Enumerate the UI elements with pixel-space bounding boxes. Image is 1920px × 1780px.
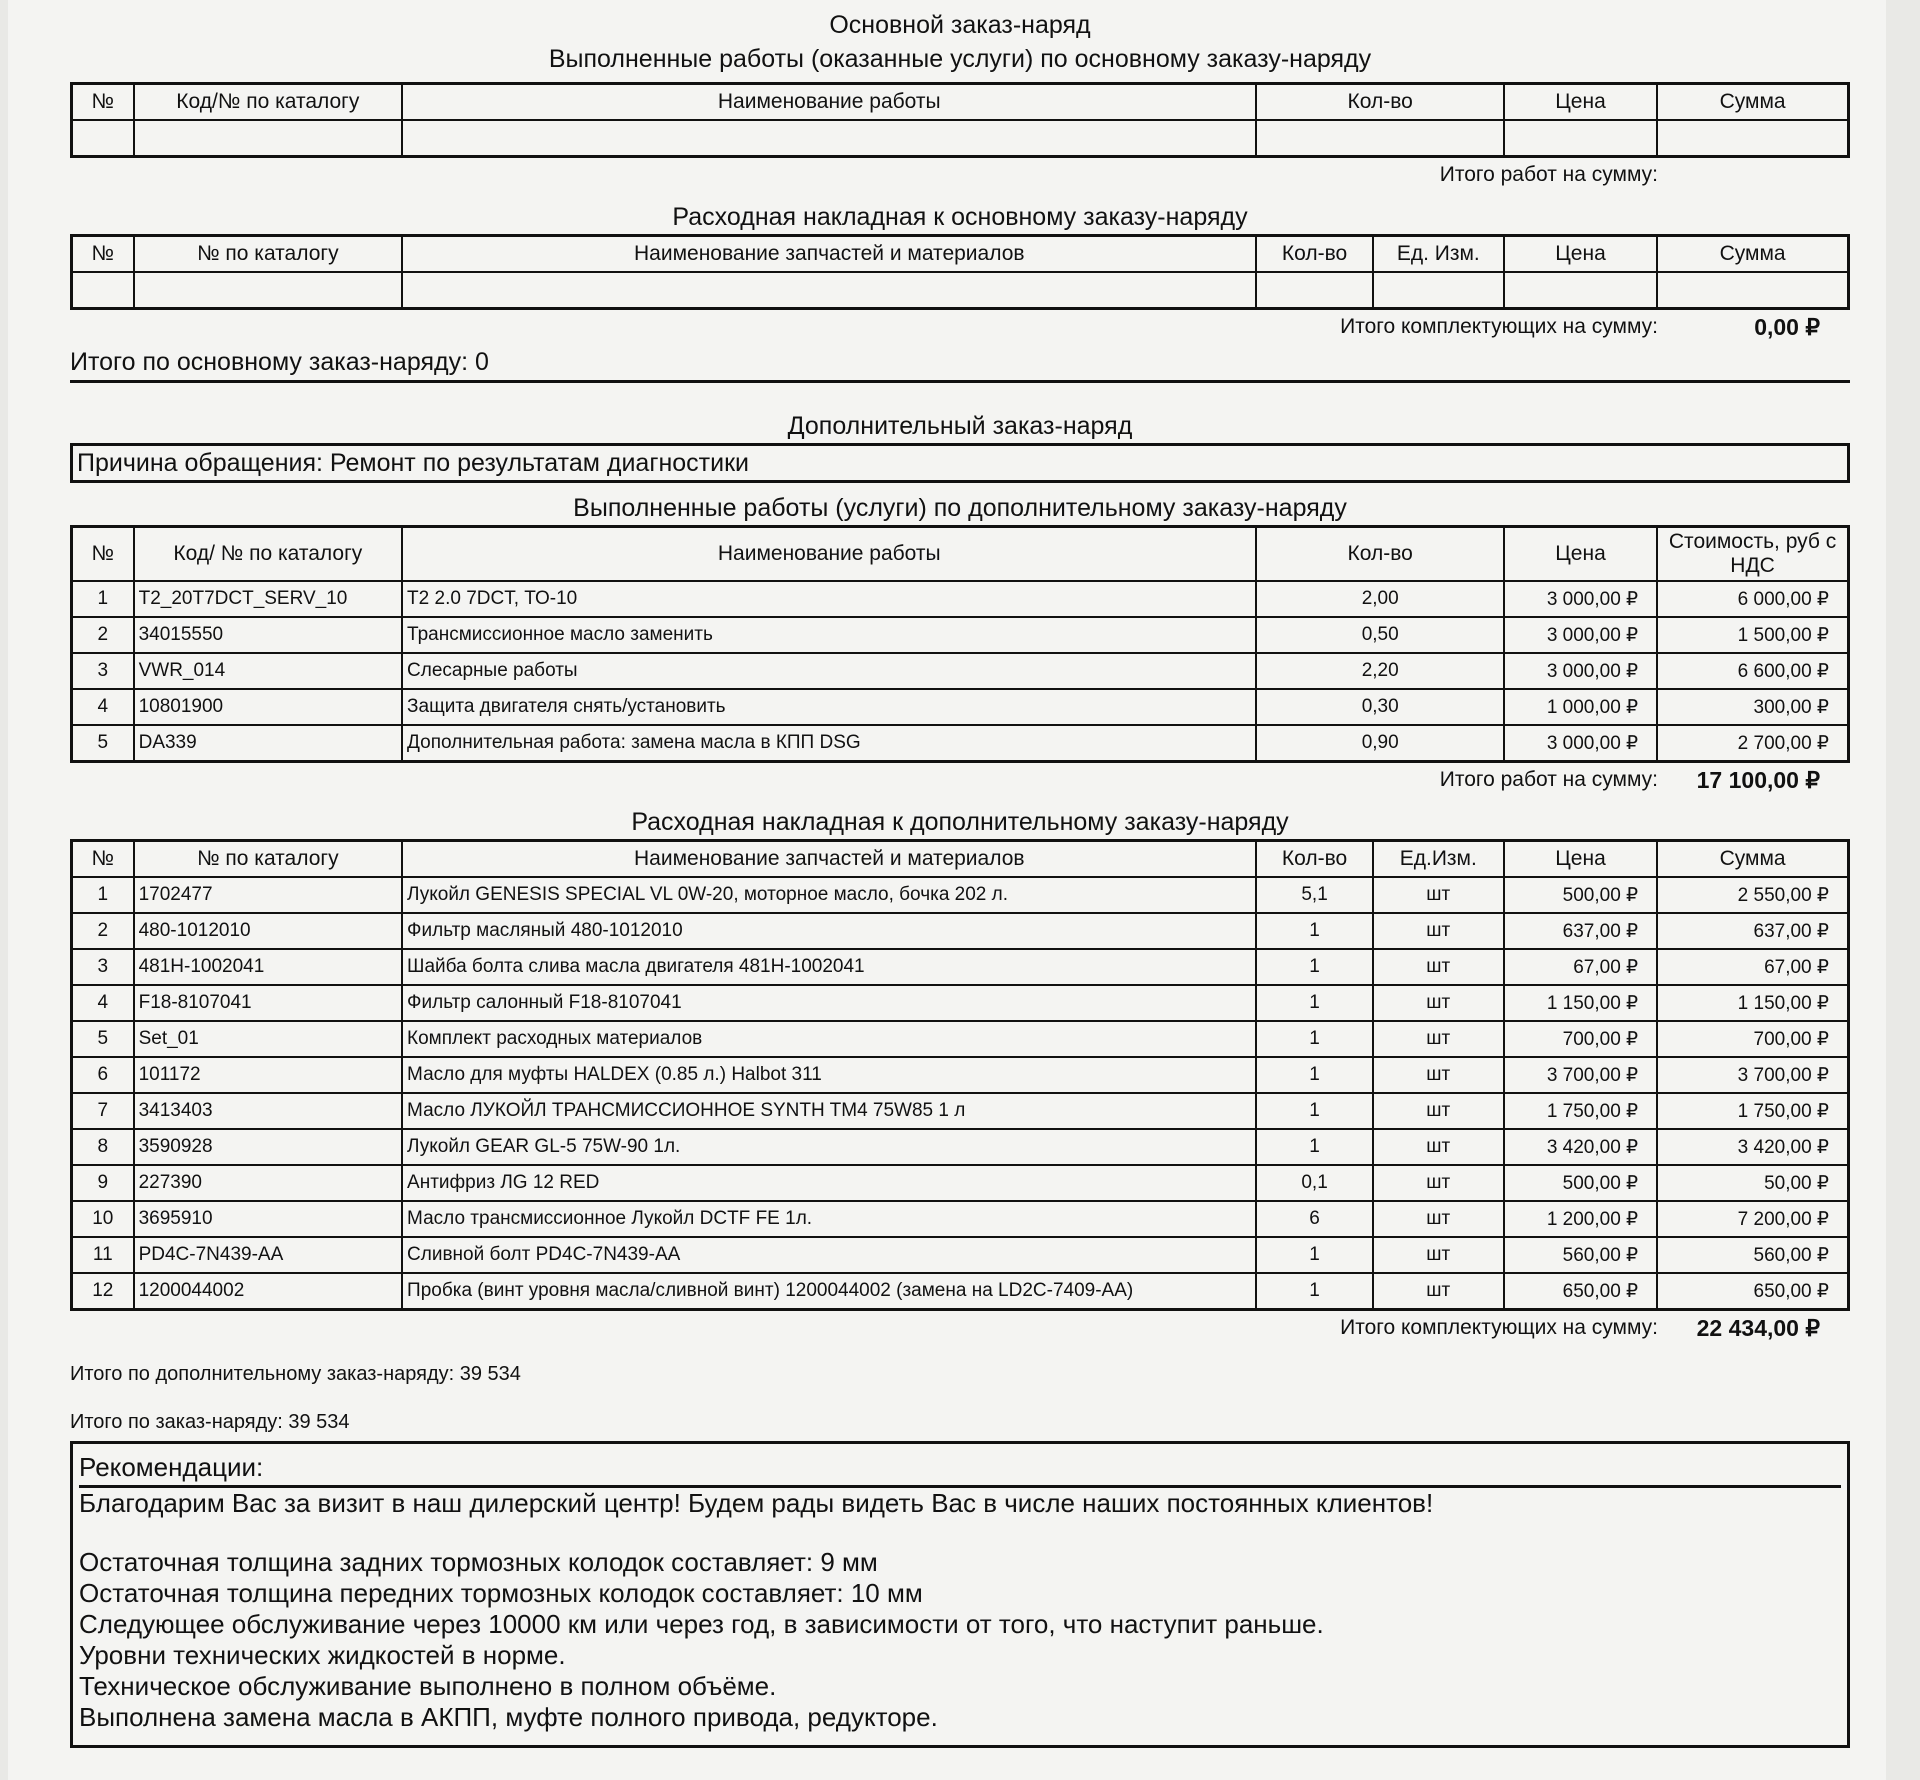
col-header: Ед.Изм. [1373, 841, 1504, 878]
main-works-table [70, 82, 1850, 158]
table-cell: Слесарные работы [402, 653, 1256, 689]
table-cell: DA339 [134, 725, 402, 762]
col-header: Код/№ по каталогу [134, 84, 402, 121]
total-value: 17 100,00 ₽ [1696, 767, 1820, 793]
table-cell: 1 [1256, 1273, 1372, 1310]
main-parts-title: Расходная накладная к основному заказу-наряду [672, 203, 1248, 231]
col-header: Стоимость, руб с НДС [1657, 527, 1848, 582]
table-cell: 5 [72, 725, 134, 762]
grand-total: Итого по заказ-наряду: 39 534 [70, 1411, 350, 1433]
table-cell: шт [1373, 1057, 1504, 1093]
table-row [72, 1057, 1849, 1093]
total-value: 22 434,00 ₽ [1696, 1315, 1820, 1341]
table-cell: 560,00 ₽ [1657, 1237, 1848, 1273]
table-cell: шт [1373, 877, 1504, 913]
table-row [72, 725, 1849, 762]
table-cell: 1 [1256, 1093, 1372, 1129]
table-cell: 4 [72, 985, 134, 1021]
table-cell: T2 2.0 7DCT, ТО-10 [402, 581, 1256, 617]
table-cell: 6 600,00 ₽ [1657, 653, 1848, 689]
table-cell: Трансмиссионное масло заменить [402, 617, 1256, 653]
table-header-row [72, 84, 1849, 121]
table-cell: 3590928 [134, 1129, 402, 1165]
col-header: Цена [1504, 527, 1657, 582]
table-cell: VWR_014 [134, 653, 402, 689]
col-header: Кол-во [1256, 841, 1372, 878]
table-cell: 1 200,00 ₽ [1504, 1201, 1657, 1237]
col-header: Кол-во [1256, 84, 1503, 121]
table-cell: 637,00 ₽ [1504, 913, 1657, 949]
col-header: Сумма [1657, 841, 1848, 878]
table-cell: PD4C-7N439-AA [134, 1237, 402, 1273]
table-cell: 1 150,00 ₽ [1504, 985, 1657, 1021]
total-label: Итого комплектующих на сумму: [1340, 315, 1658, 338]
table-cell: T2_20T7DCT_SERV_10 [134, 581, 402, 617]
table-cell: 1 [1256, 949, 1372, 985]
additional-works-table [70, 525, 1850, 763]
table-cell: 300,00 ₽ [1657, 689, 1848, 725]
table-cell: 101172 [134, 1057, 402, 1093]
table-cell: 0,1 [1256, 1165, 1372, 1201]
table-cell: 6 [1256, 1201, 1372, 1237]
table-cell: 3 420,00 ₽ [1657, 1129, 1848, 1165]
table-row [72, 1273, 1849, 1310]
reason-value: Ремонт по результатам диагностики [329, 449, 749, 477]
table-cell: Масло ЛУКОЙЛ ТРАНСМИССИОННОЕ SYNTH TM4 75W85 1 л [402, 1093, 1256, 1129]
table-cell: 637,00 ₽ [1657, 913, 1848, 949]
table-cell: Фильтр масляный 480-1012010 [402, 913, 1256, 949]
additional-works-title: Выполненные работы (услуги) по дополнительному заказу-наряду [573, 494, 1347, 522]
table-cell: 11 [72, 1237, 134, 1273]
table-cell: 5,1 [1256, 877, 1372, 913]
table-cell: 1 500,00 ₽ [1657, 617, 1848, 653]
main-parts-table [70, 234, 1850, 310]
recommendation-line: Остаточная толщина задних тормозных колодок составляет: 9 мм [79, 1547, 878, 1577]
table-cell: 2,00 [1256, 581, 1503, 617]
table-cell: 3 420,00 ₽ [1504, 1129, 1657, 1165]
table-cell: 3 000,00 ₽ [1504, 581, 1657, 617]
recommendation-line: Остаточная толщина передних тормозных колодок составляет: 10 мм [79, 1578, 923, 1608]
table-cell: 3 000,00 ₽ [1504, 617, 1657, 653]
table-row [72, 949, 1849, 985]
total-label: Итого комплектующих на сумму: [1340, 1316, 1658, 1339]
table-row [72, 689, 1849, 725]
table-cell: 2 550,00 ₽ [1657, 877, 1848, 913]
additional-parts-total [70, 1311, 1850, 1345]
table-cell: 8 [72, 1129, 134, 1165]
total-label: Итого работ на сумму: [1439, 163, 1658, 186]
table-cell: Защита двигателя снять/установить [402, 689, 1256, 725]
table-cell: 1 750,00 ₽ [1657, 1093, 1848, 1129]
table-cell: 500,00 ₽ [1504, 1165, 1657, 1201]
col-header: Ед. Изм. [1373, 236, 1504, 273]
table-cell: 3695910 [134, 1201, 402, 1237]
table-cell: 50,00 ₽ [1657, 1165, 1848, 1201]
table-cell: Пробка (винт уровня масла/сливной винт) 1200044002 (замена на LD2C-7409-AA) [402, 1273, 1256, 1310]
work-order-document [70, 0, 1850, 1748]
table-cell: шт [1373, 1201, 1504, 1237]
table-cell: 480-1012010 [134, 913, 402, 949]
table-cell: 7 200,00 ₽ [1657, 1201, 1848, 1237]
table-cell: шт [1373, 1237, 1504, 1273]
table-cell: 650,00 ₽ [1504, 1273, 1657, 1310]
main-works-total [70, 158, 1850, 192]
table-cell: 1 [72, 877, 134, 913]
table-cell: 2 700,00 ₽ [1657, 725, 1848, 762]
reason-box [70, 443, 1850, 483]
table-cell: 560,00 ₽ [1504, 1237, 1657, 1273]
additional-parts-table [70, 839, 1850, 1311]
table-cell: 481H-1002041 [134, 949, 402, 985]
table-cell: шт [1373, 1021, 1504, 1057]
table-row [72, 581, 1849, 617]
table-cell: 500,00 ₽ [1504, 877, 1657, 913]
table-cell: Лукойл GEAR GL-5 75W-90 1л. [402, 1129, 1256, 1165]
col-header: Сумма [1657, 84, 1848, 121]
table-cell: 6 [72, 1057, 134, 1093]
col-header: Цена [1504, 236, 1657, 273]
table-cell: 0,90 [1256, 725, 1503, 762]
thanks-text: Благодарим Вас за визит в наш дилерский центр! Будем рады видеть Вас в числе наших постоянных клиентов! [79, 1488, 1434, 1518]
table-cell: 1 [72, 581, 134, 617]
table-cell: 6 000,00 ₽ [1657, 581, 1848, 617]
col-header: Сумма [1657, 236, 1848, 273]
additional-order-title: Дополнительный заказ-наряд [787, 412, 1133, 440]
table-row [72, 877, 1849, 913]
table-cell: 0,50 [1256, 617, 1503, 653]
table-row [72, 1201, 1849, 1237]
table-cell: 1702477 [134, 877, 402, 913]
additional-works-total [70, 763, 1850, 797]
table-cell: F18-8107041 [134, 985, 402, 1021]
recommendation-line: Выполнена замена масла в АКПП, муфте полного привода, редукторе. [79, 1702, 938, 1732]
table-cell: Шайба болта слива масла двигателя 481H-1002041 [402, 949, 1256, 985]
col-header: Наименование работы [402, 527, 1256, 582]
table-cell: 1200044002 [134, 1273, 402, 1310]
table-cell: Set_01 [134, 1021, 402, 1057]
col-header: № [72, 84, 134, 121]
table-cell: 1 150,00 ₽ [1657, 985, 1848, 1021]
recommendation-line: Техническое обслуживание выполнено в полном объёме. [79, 1671, 777, 1701]
table-header-row [72, 236, 1849, 273]
total-label: Итого работ на сумму: [1439, 768, 1658, 791]
recommendation-line: Следующее обслуживание через 10000 км или через год, в зависимости от того, что наступит раньше. [79, 1609, 1324, 1639]
table-row [72, 985, 1849, 1021]
table-cell: 1 000,00 ₽ [1504, 689, 1657, 725]
table-cell: 227390 [134, 1165, 402, 1201]
table-header-row [72, 527, 1849, 582]
col-header: № [72, 236, 134, 273]
main-works-title: Выполненные работы (оказанные услуги) по основному заказу-наряду [548, 45, 1372, 73]
table-cell: 0,30 [1256, 689, 1503, 725]
table-cell: 5 [72, 1021, 134, 1057]
table-cell: шт [1373, 985, 1504, 1021]
table-cell: 7 [72, 1093, 134, 1129]
table-cell: 650,00 ₽ [1657, 1273, 1848, 1310]
recommendation-line: Уровни технических жидкостей в норме. [79, 1640, 566, 1670]
table-cell: шт [1373, 1165, 1504, 1201]
table-cell: 10 [72, 1201, 134, 1237]
table-cell: 4 [72, 689, 134, 725]
main-order-total: Итого по основному заказ-наряду: 0 [70, 344, 1850, 383]
table-cell: 3 [72, 653, 134, 689]
table-cell: 3 000,00 ₽ [1504, 725, 1657, 762]
additional-parts-title: Расходная накладная к дополнительному заказу-наряду [631, 808, 1289, 836]
col-header: Цена [1504, 841, 1657, 878]
table-cell: 3 [72, 949, 134, 985]
table-header-row [72, 841, 1849, 878]
table-cell: 1 750,00 ₽ [1504, 1093, 1657, 1129]
empty-row [72, 272, 1849, 309]
table-cell: 1 [1256, 913, 1372, 949]
table-cell: шт [1373, 913, 1504, 949]
table-cell: 3 700,00 ₽ [1504, 1057, 1657, 1093]
table-cell: 2 [72, 913, 134, 949]
document-sheet [8, 0, 1886, 1780]
table-cell: 1 [1256, 1129, 1372, 1165]
table-row [72, 1165, 1849, 1201]
col-header: № по каталогу [134, 236, 402, 273]
table-cell: 10801900 [134, 689, 402, 725]
table-cell: шт [1373, 1273, 1504, 1310]
table-cell: 9 [72, 1165, 134, 1201]
table-cell: 1 [1256, 1057, 1372, 1093]
table-cell: Масло трансмиссионное Лукойл DCTF FE 1л. [402, 1201, 1256, 1237]
table-cell: Масло для муфты HALDEX (0.85 л.) Halbot 311 [402, 1057, 1256, 1093]
table-row [72, 1129, 1849, 1165]
empty-row [72, 120, 1849, 157]
main-order-title: Основной заказ-наряд [829, 11, 1091, 39]
table-cell: Дополнительная работа: замена масла в КПП DSG [402, 725, 1256, 762]
col-header: № [72, 841, 134, 878]
table-row [72, 1237, 1849, 1273]
recommendations-box [70, 1444, 1850, 1748]
table-cell: 67,00 ₽ [1657, 949, 1848, 985]
col-header: № по каталогу [134, 841, 402, 878]
table-cell: 700,00 ₽ [1657, 1021, 1848, 1057]
table-cell: шт [1373, 1129, 1504, 1165]
col-header: № [72, 527, 134, 582]
table-cell: Фильтр салонный F18-8107041 [402, 985, 1256, 1021]
table-cell: 34015550 [134, 617, 402, 653]
reason-label: Причина обращения: [77, 449, 323, 477]
table-cell: Комплект расходных материалов [402, 1021, 1256, 1057]
table-cell: 3 700,00 ₽ [1657, 1057, 1848, 1093]
table-cell: 67,00 ₽ [1504, 949, 1657, 985]
table-cell: 1 [1256, 1237, 1372, 1273]
table-cell: Антифриз ЛG 12 RED [402, 1165, 1256, 1201]
table-cell: шт [1373, 949, 1504, 985]
table-cell: Лукойл GENESIS SPECIAL VL 0W-20, моторное масло, бочка 202 л. [402, 877, 1256, 913]
table-cell: 3413403 [134, 1093, 402, 1129]
main-parts-total [70, 310, 1850, 344]
col-header: Наименование работы [402, 84, 1256, 121]
table-cell: шт [1373, 1093, 1504, 1129]
col-header: Цена [1504, 84, 1657, 121]
col-header: Наименование запчастей и материалов [402, 841, 1256, 878]
recommendations-label: Рекомендации: [79, 1452, 1841, 1488]
table-row [72, 1093, 1849, 1129]
table-row [72, 1021, 1849, 1057]
additional-order-total: Итого по дополнительному заказ-наряду: 39 534 [70, 1363, 521, 1385]
table-cell: 1 [1256, 985, 1372, 1021]
table-cell: 700,00 ₽ [1504, 1021, 1657, 1057]
table-cell: 2,20 [1256, 653, 1503, 689]
col-header: Код/ № по каталогу [134, 527, 402, 582]
table-row [72, 617, 1849, 653]
col-header: Кол-во [1256, 527, 1503, 582]
table-cell: 2 [72, 617, 134, 653]
table-cell: 3 000,00 ₽ [1504, 653, 1657, 689]
col-header: Кол-во [1256, 236, 1372, 273]
col-header: Наименование запчастей и материалов [402, 236, 1256, 273]
table-cell: Сливной болт PD4C-7N439-AA [402, 1237, 1256, 1273]
table-row [72, 653, 1849, 689]
table-row [72, 913, 1849, 949]
table-cell: 12 [72, 1273, 134, 1310]
total-value: 0,00 ₽ [1754, 314, 1820, 340]
table-cell: 1 [1256, 1021, 1372, 1057]
